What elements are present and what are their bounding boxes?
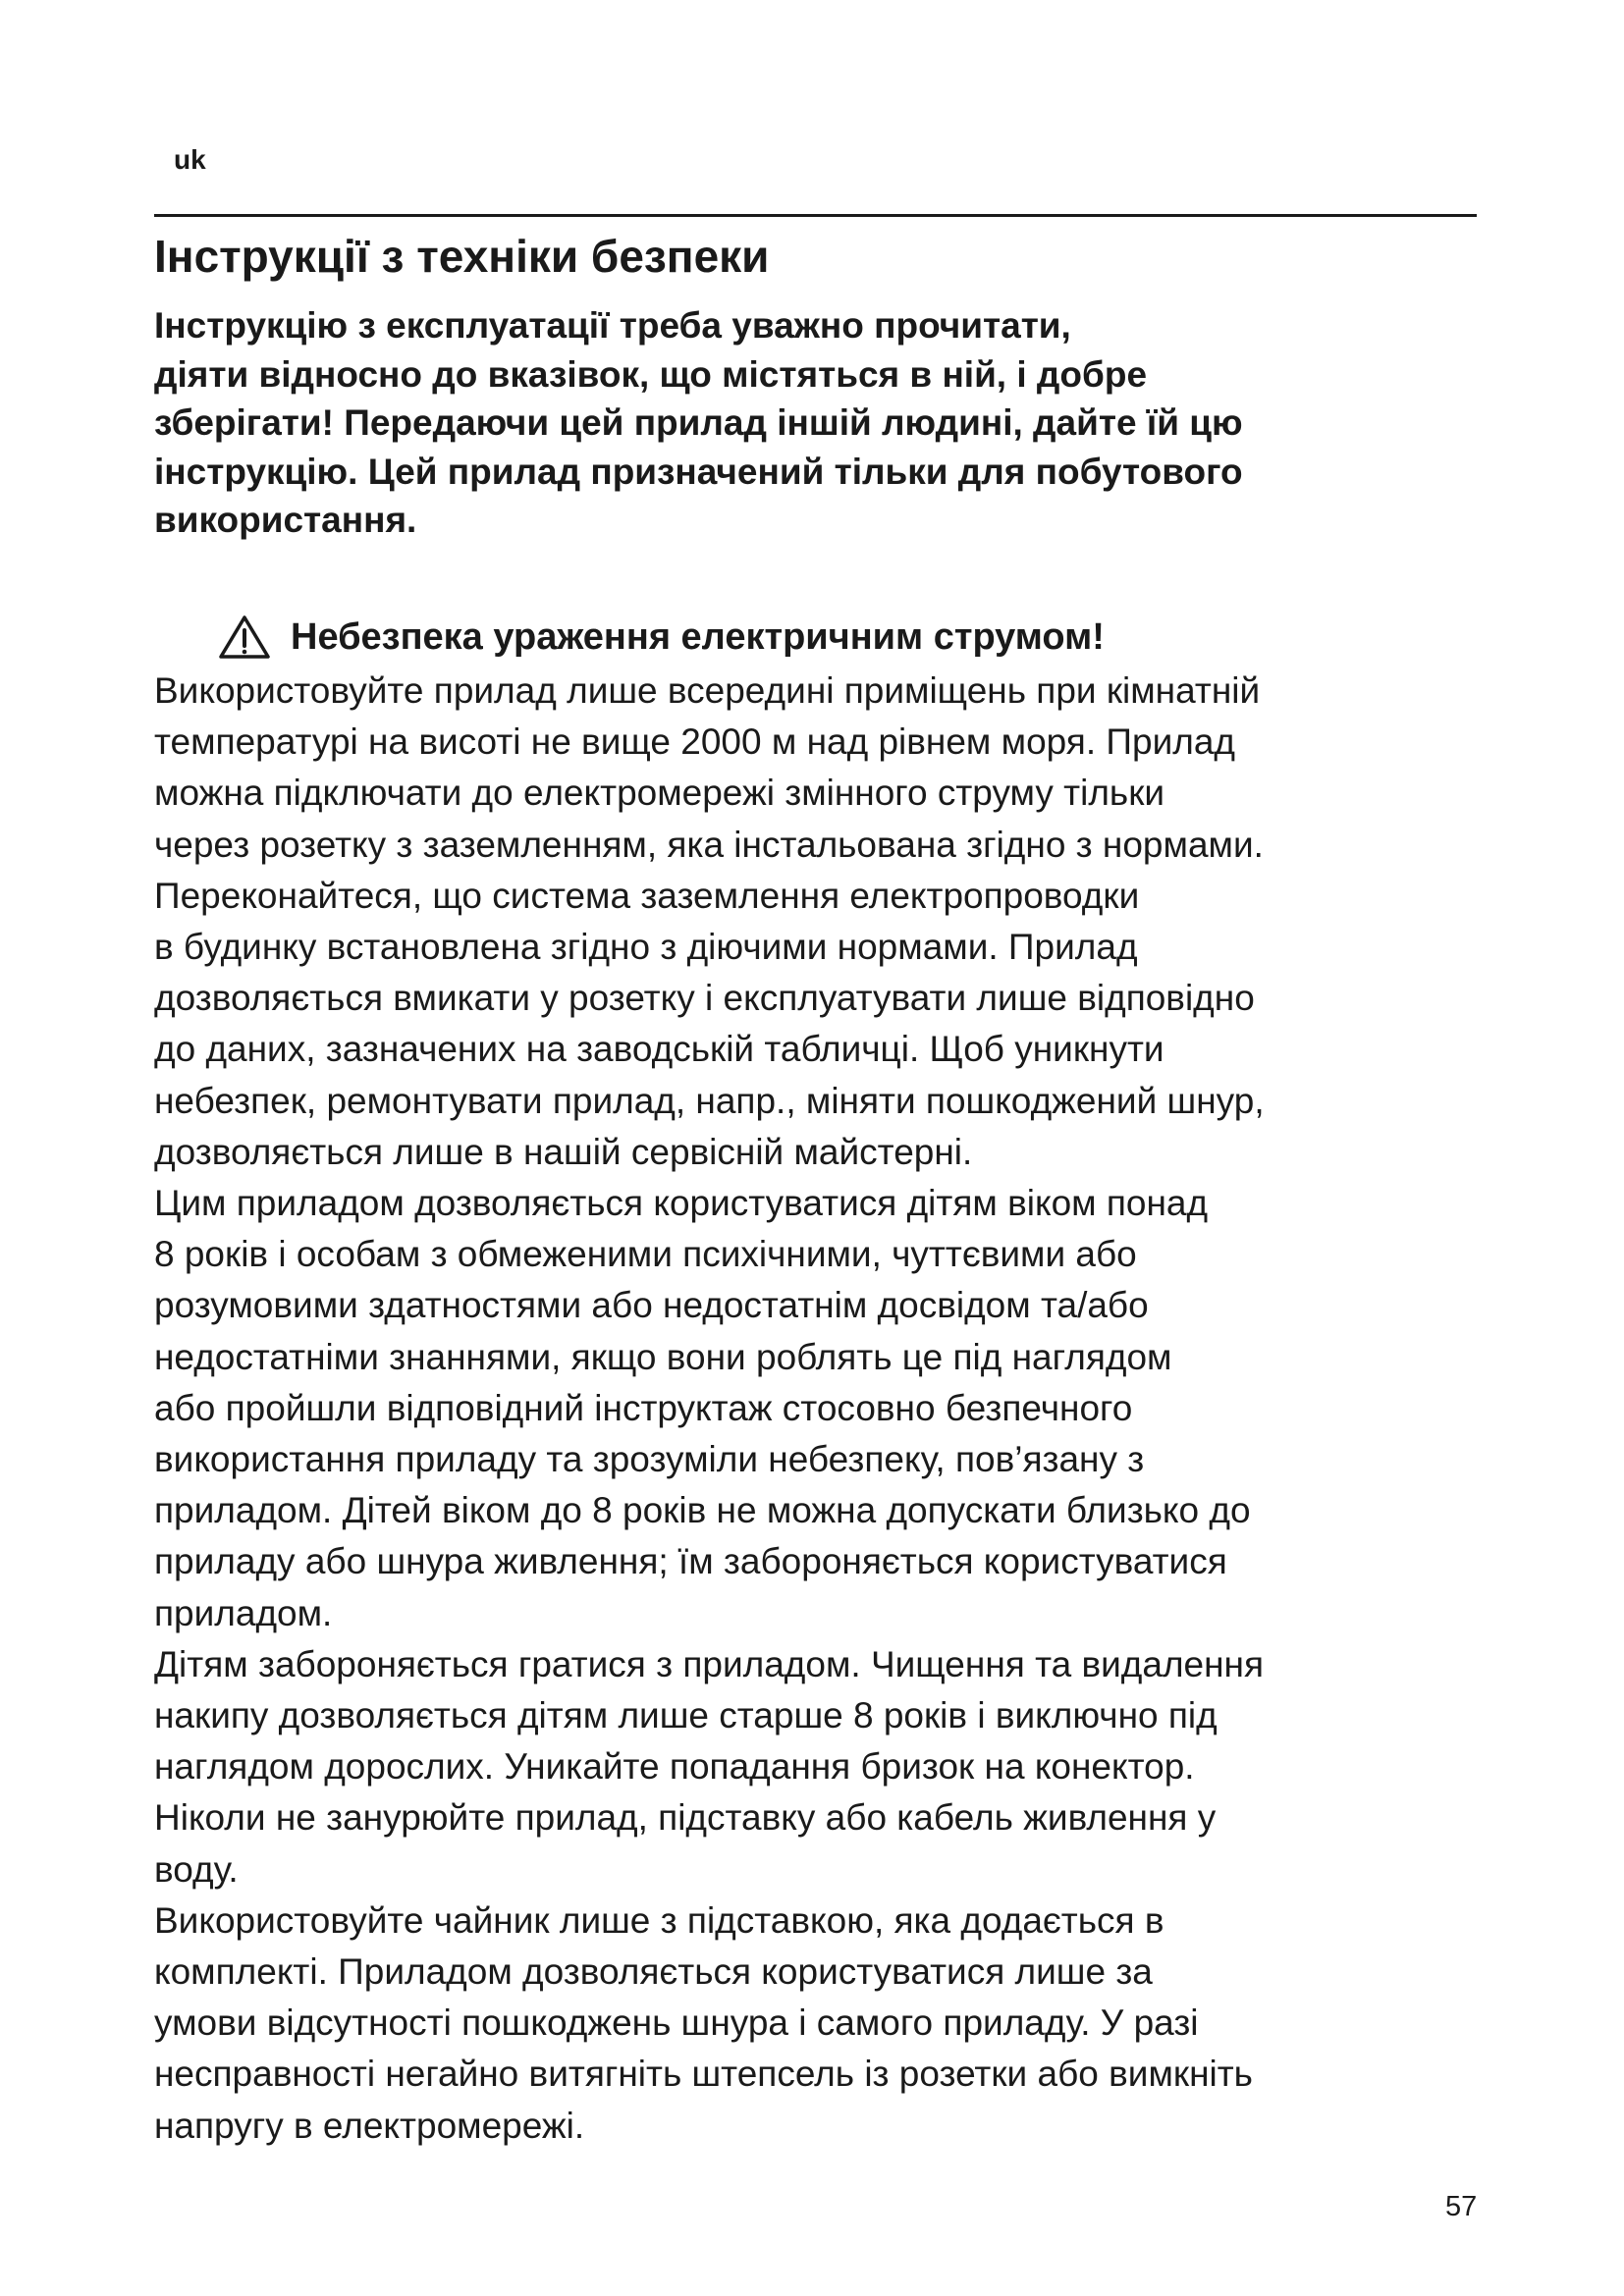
text-line: температурі на висоті не вище 2000 м над рівнем моря. Прилад bbox=[154, 721, 1236, 763]
text-line: 8 років і особам з обмеженими психічними, чуттєвими або bbox=[154, 1234, 1137, 1275]
paragraph-cleaning bbox=[154, 1639, 1529, 1896]
text-line: в будинку встановлена згідно з діючими нормами. Прилад bbox=[154, 927, 1138, 968]
text-line: накипу дозволяється дітям лише старше 8 років і виключно під bbox=[154, 1695, 1218, 1736]
text-line: приладом. Дітей віком до 8 років не можна допускати близько до bbox=[154, 1490, 1251, 1531]
paragraph-electrical-safety bbox=[154, 666, 1529, 1178]
page-number: 57 bbox=[1445, 2191, 1478, 2222]
text-line: Цим приладом дозволяється користуватися дітям віком понад bbox=[154, 1183, 1209, 1224]
text-line: воду. bbox=[154, 1848, 239, 1890]
text-line: умови відсутності пошкоджень шнура і самого приладу. У разі bbox=[154, 2002, 1199, 2044]
page-title: Інструкції з техніки безпеки bbox=[154, 231, 770, 282]
paragraph-children-usage bbox=[154, 1178, 1529, 1639]
intro-line: використання. bbox=[154, 500, 417, 541]
warning-heading bbox=[218, 613, 1105, 662]
text-line: через розетку з заземленням, яка інстальована згідно з нормами. bbox=[154, 824, 1264, 865]
text-line: приладу або шнура живлення; їм забороняється користуватися bbox=[154, 1541, 1227, 1582]
text-line: або пройшли відповідний інструктаж стосовно безпечного bbox=[154, 1387, 1133, 1428]
intro-line: діяти відносно до вказівок, що містяться в ній, і добре bbox=[154, 353, 1148, 395]
text-line: Дітям забороняється гратися з приладом. Чищення та видалення bbox=[154, 1643, 1265, 1684]
text-line: напругу в електромережі. bbox=[154, 2105, 585, 2146]
text-line: наглядом дорослих. Уникайте попадання бризок на конектор. bbox=[154, 1746, 1195, 1788]
text-line: розумовими здатностями або недостатнім досвідом та/або bbox=[154, 1285, 1149, 1326]
intro-text bbox=[154, 301, 1489, 545]
paragraph-base-usage bbox=[154, 1896, 1529, 2152]
text-line: до даних, зазначених на заводській табличці. Щоб уникнути bbox=[154, 1029, 1164, 1070]
text-line: недостатніми знаннями, якщо вони роблять це під наглядом bbox=[154, 1336, 1172, 1377]
text-line: Ніколи не занурюйте прилад, підставку або кабель живлення у bbox=[154, 1797, 1217, 1839]
text-line: дозволяється вмикати у розетку і експлуатувати лише відповідно bbox=[154, 978, 1255, 1019]
text-line: комплекті. Приладом дозволяється користуватися лише за bbox=[154, 1951, 1153, 1993]
safety-instructions-body bbox=[154, 666, 1529, 2152]
warning-heading-text: Небезпека ураження електричним струмом! bbox=[291, 616, 1105, 658]
text-line: Використовуйте чайник лише з підставкою, яка додається в bbox=[154, 1899, 1164, 1941]
text-line: використання приладу та зрозуміли небезпеку, пов’язану з bbox=[154, 1439, 1145, 1480]
warning-triangle-icon bbox=[218, 614, 271, 660]
text-line: можна підключати до електромережі змінного струму тільки bbox=[154, 773, 1165, 814]
text-line: несправності негайно витягніть штепсель із розетки або вимкніть bbox=[154, 2054, 1253, 2095]
intro-line: зберігати! Передаючи цей прилад іншій людині, дайте їй цю bbox=[154, 402, 1243, 444]
intro-line: інструкцію. Цей прилад призначений тільки для побутового bbox=[154, 451, 1243, 492]
intro-line: Інструкцію з експлуатації треба уважно прочитати, bbox=[154, 305, 1071, 346]
text-line: Використовуйте прилад лише всередині приміщень при кімнатній bbox=[154, 670, 1261, 711]
header-divider bbox=[154, 214, 1477, 217]
text-line: приладом. bbox=[154, 1592, 333, 1633]
text-line: небезпек, ремонтувати прилад, напр., міняти пошкоджений шнур, bbox=[154, 1080, 1265, 1121]
text-line: дозволяється лише в нашій сервісній майстерні. bbox=[154, 1131, 973, 1172]
text-line: Переконайтеся, що система заземлення електропроводки bbox=[154, 875, 1140, 916]
language-code: uk bbox=[174, 144, 206, 175]
